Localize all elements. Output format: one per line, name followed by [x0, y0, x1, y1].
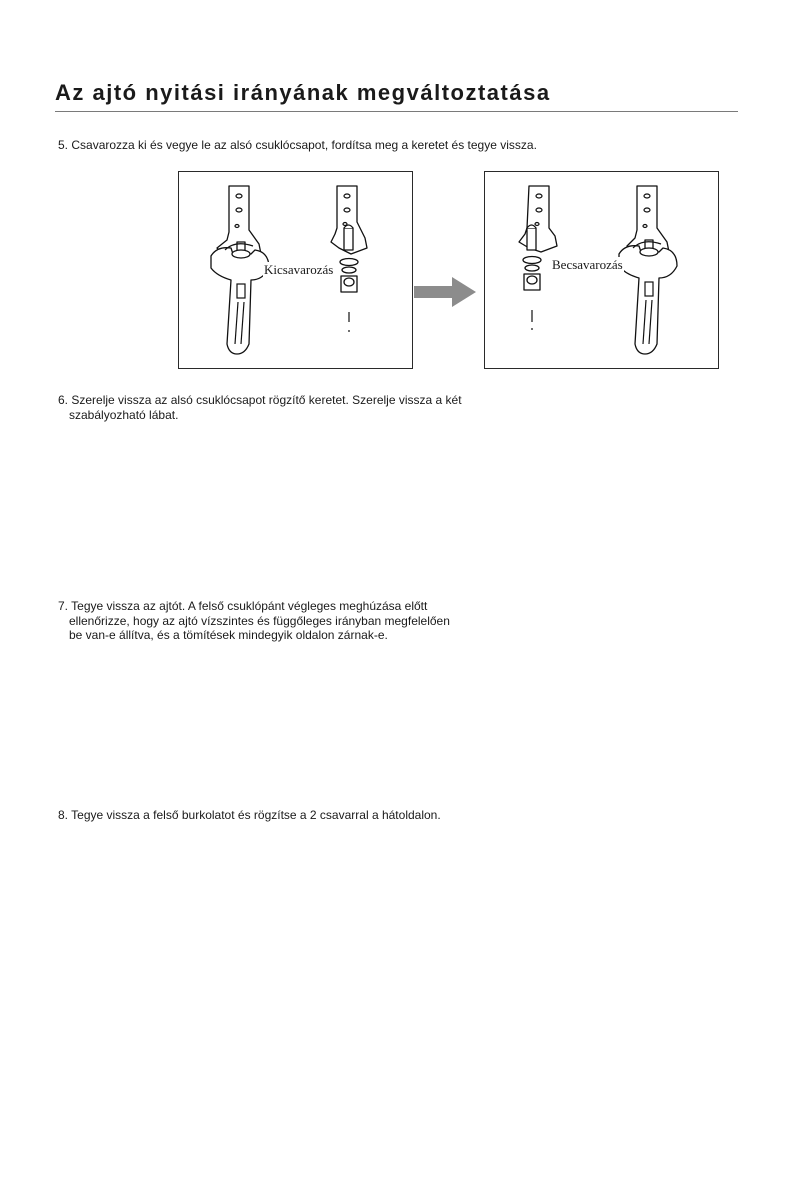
title-divider — [55, 111, 738, 112]
step-text: Csavarozza ki és vegye le az alsó csuklócsapot, fordítsa meg a keretet és tegye vissza. — [71, 138, 537, 152]
step-6 — [58, 393, 462, 422]
figure-panel-unscrew — [178, 171, 413, 369]
step-7 — [58, 599, 450, 643]
step-text-line-2: szabályozható lábat. — [69, 407, 179, 422]
step-text: Tegye vissza a felső burkolatot és rögzítse a 2 csavarral a hátoldalon. — [71, 808, 441, 822]
page-title: Az ajtó nyitási irányának megváltoztatása — [55, 80, 551, 105]
arrow-shape — [414, 277, 476, 307]
label-screw-in: Becsavarozás — [552, 257, 623, 272]
step-8 — [58, 808, 441, 823]
step-5 — [58, 138, 537, 153]
step-text-line-3: be van-e állítva, és a tömítések mindegyik oldalon zárnak-e. — [69, 628, 388, 642]
label-unscrew: Kicsavarozás — [264, 262, 334, 277]
step-text-line-2: ellenőrizze, hogy az ajtó vízszintes és függőleges irányban megfelelően — [69, 613, 450, 628]
step-number: 5. — [58, 138, 69, 152]
step-text-line-1: Tegye vissza az ajtót. A felső csuklópánt végleges meghúzása előtt — [71, 599, 428, 613]
step-number: 8. — [58, 808, 69, 822]
arrow-right-icon — [414, 275, 478, 311]
step-number: 6. — [58, 393, 69, 407]
figure-panel-screw-in — [484, 171, 719, 369]
step-text-line-1: Szerelje vissza az alsó csuklócsapot rögzítő keretet. Szerelje vissza a két — [71, 393, 462, 407]
step-number: 7. — [58, 599, 69, 613]
